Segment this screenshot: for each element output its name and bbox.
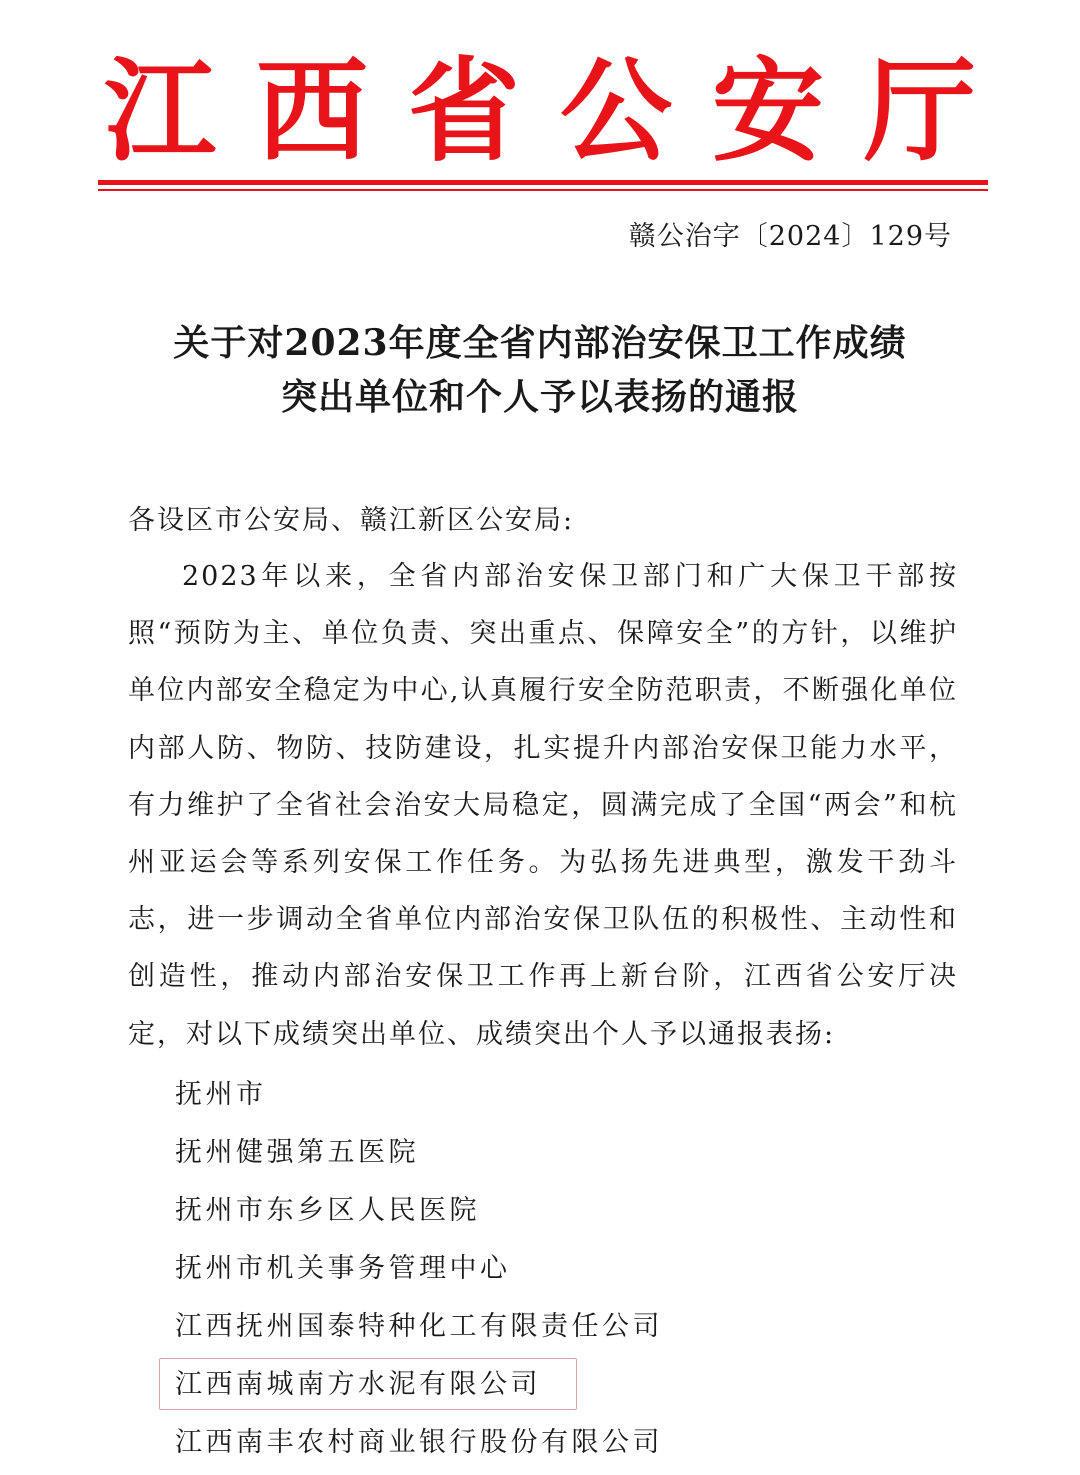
unit-item: 抚州市 <box>175 1079 267 1110</box>
addressee: 各设区市公安局、赣江新区公安局: <box>128 505 575 536</box>
letterhead <box>0 46 1080 177</box>
unit-item: 抚州市东乡区人民医院 <box>175 1195 480 1226</box>
commended-unit-list <box>175 1066 663 1472</box>
red-divider-thin <box>98 189 988 191</box>
document-title <box>0 316 1080 424</box>
unit-item: 江西南城南方水泥有限公司 <box>175 1369 541 1400</box>
red-divider-thick <box>98 180 988 185</box>
unit-item: 江西抚州国泰特种化工有限责任公司 <box>175 1311 663 1342</box>
letterhead-title: 江西省公安厅 <box>104 46 1016 177</box>
document-number: 赣公治字〔2024〕129号 <box>628 221 952 252</box>
highlight-box <box>159 1358 577 1410</box>
body-paragraph: 2023年以来，全省内部治安保卫部门和广大保卫干部按照“预防为主、单位负责、突出重点、保障安全”的方针，以维护单位内部安全稳定为中心,认真履行安全防范职责，不断强化单位内部人防、物防、技防建设，扎实提升内部治安保卫能力水平，有力维护了全省社会治安大局稳定，圆满完成了全国“两会”和杭州亚运会等系列安保工作任务。为弘扬先进典型，激发干劲斗志，进一步调动全省单位内部治安保卫队伍的积极性、主动性和创造性，推动内部治安保卫工作再上新台阶，江西省公安厅决定，对以下成绩突出单位、成绩突出个人予以通报表扬: <box>128 561 958 1050</box>
document-title-line-1: 关于对2023年度全省内部治安保卫工作成绩 <box>173 322 907 364</box>
unit-item: 抚州健强第五医院 <box>175 1137 419 1168</box>
document-title-line-2: 突出单位和个人予以表扬的通报 <box>280 376 799 418</box>
unit-item: 抚州市机关事务管理中心 <box>175 1253 511 1284</box>
unit-item: 江西南丰农村商业银行股份有限公司 <box>175 1427 663 1458</box>
